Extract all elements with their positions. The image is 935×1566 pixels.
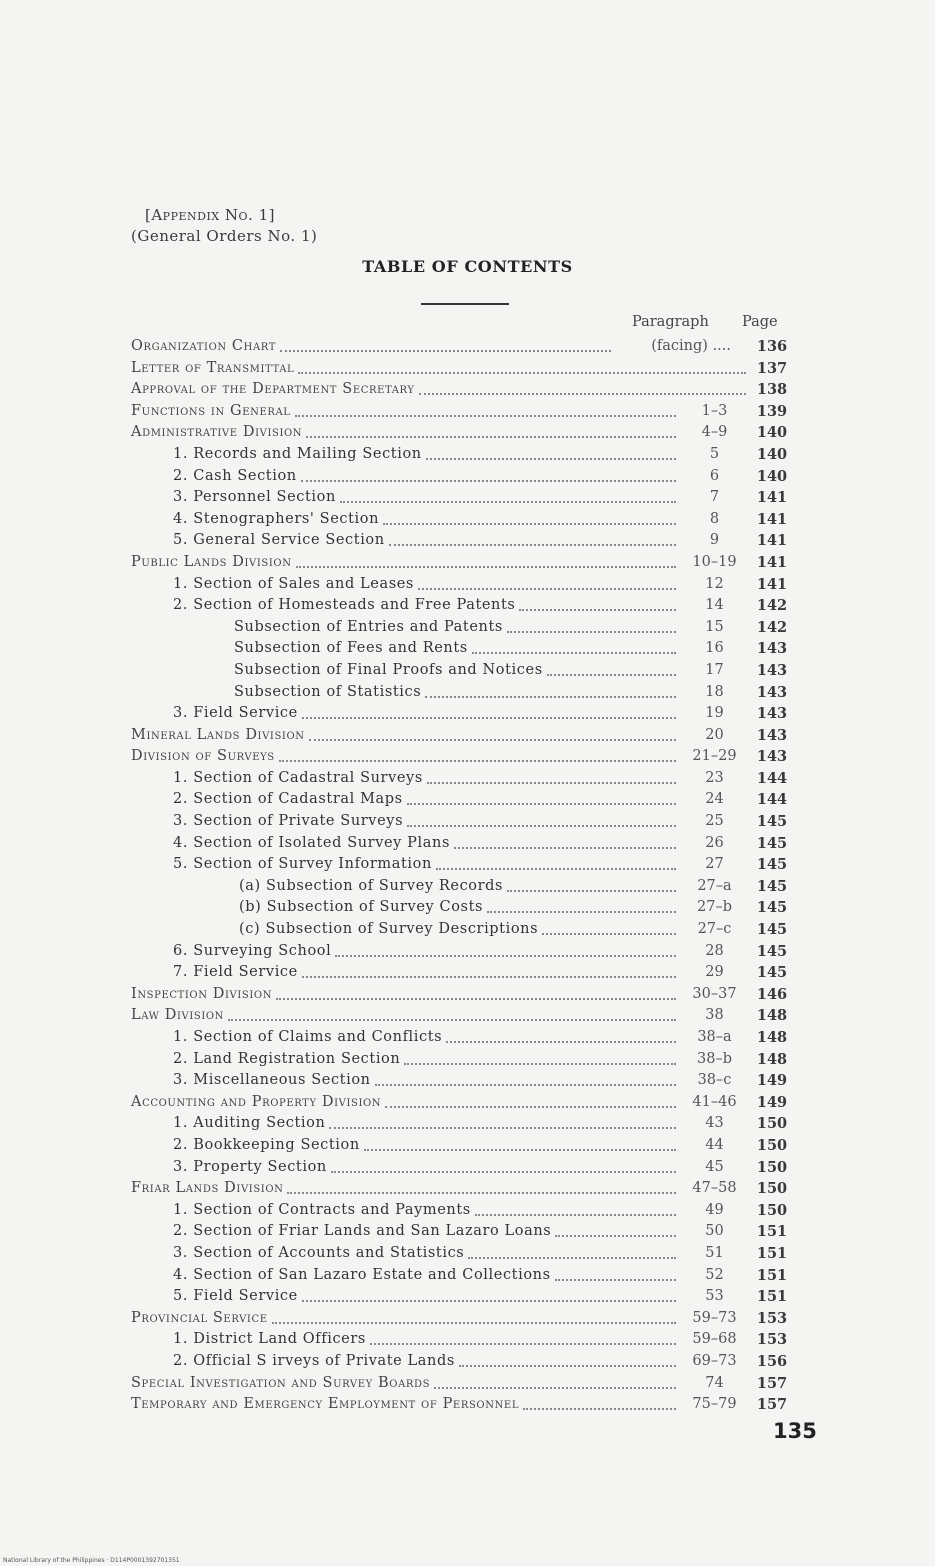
toc-entry-label: (b) Subsection of Survey Costs [239, 897, 485, 919]
toc-entry-paragraph: 49 [705, 1201, 724, 1218]
toc-entry-page: 150 [756, 1180, 788, 1198]
dot-leader [287, 1192, 676, 1194]
toc-entry-label: 4. Section of San Lazaro Estate and Collections [173, 1265, 553, 1287]
toc-entry-label: 5. Field Service [173, 1286, 300, 1308]
toc-entry-paragraph: 44 [705, 1136, 724, 1153]
toc-entry-label: 1. Section of Contracts and Payments [173, 1200, 473, 1222]
toc-entry-paragraph: 6 [709, 467, 720, 484]
toc-entry [131, 682, 791, 704]
dot-leader [454, 847, 676, 849]
toc-entry [131, 1200, 791, 1222]
toc-entry-page: 141 [756, 575, 788, 593]
toc-entry-label: Subsection of Entries and Patents [234, 617, 505, 639]
dot-leader [302, 717, 676, 719]
toc-entry-label: 1. District Land Officers [173, 1329, 368, 1351]
toc-entry [131, 1049, 791, 1071]
toc-entry-paragraph: 51 [705, 1244, 724, 1261]
toc-entry [131, 1265, 791, 1287]
toc-entry-paragraph: 52 [705, 1266, 724, 1283]
toc-entry-label: 4. Stenographers' Section [173, 509, 381, 531]
dot-leader [425, 696, 676, 698]
toc-entry-label: 5. Section of Survey Information [173, 854, 434, 876]
toc-entry-page: 145 [756, 813, 788, 831]
toc-entry-label: 3. Property Section [173, 1157, 329, 1179]
toc-entry-label: 1. Section of Cadastral Surveys [173, 768, 425, 790]
page-title: TABLE OF CONTENTS [362, 257, 573, 276]
toc-entry [131, 811, 791, 833]
toc-entry [131, 487, 791, 509]
toc-entry-page: 138 [756, 381, 788, 399]
toc-entry-label: 2. Cash Section [173, 466, 299, 488]
toc-entry [131, 1221, 791, 1243]
dot-leader [370, 1343, 676, 1345]
toc-entry-paragraph: 4–9 [701, 424, 728, 441]
dot-leader [523, 1408, 676, 1410]
dot-leader [335, 955, 676, 957]
toc-entry-page: 143 [756, 640, 788, 658]
toc-entry-page: 156 [756, 1352, 788, 1370]
toc-entry-label: 5. General Service Section [173, 530, 387, 552]
toc-entry-paragraph: 19 [705, 705, 724, 722]
dot-leader [472, 652, 676, 654]
dot-leader [280, 350, 611, 352]
toc-entry-page: 140 [756, 467, 788, 485]
toc-entry-paragraph: 12 [705, 575, 724, 592]
toc-entry-page: 144 [756, 791, 788, 809]
toc-entry [131, 444, 791, 466]
toc-entry [131, 1373, 791, 1395]
toc-entry-label: 2. Section of Cadastral Maps [173, 789, 405, 811]
toc-entry-label: 3. Personnel Section [173, 487, 338, 509]
toc-entry-label: Mineral Lands Division [131, 725, 307, 747]
toc-entry-paragraph: 59–73 [692, 1309, 737, 1326]
toc-entry-label: 1. Section of Claims and Conflicts [173, 1027, 444, 1049]
toc-entry [131, 422, 791, 444]
toc-entry [131, 617, 791, 639]
toc-entry-paragraph: 43 [705, 1115, 724, 1132]
toc-entry-page: 148 [756, 1007, 788, 1025]
page-column-header: Page [742, 314, 778, 330]
appendix-header [131, 206, 317, 245]
toc-entry [131, 1070, 791, 1092]
toc-entry-page: 140 [756, 445, 788, 463]
toc-entry-paragraph: 69–73 [692, 1352, 737, 1369]
toc-entry [131, 876, 791, 898]
toc-entry-page: 151 [756, 1288, 788, 1306]
dot-leader [418, 588, 676, 590]
toc-entry-paragraph: 21–29 [692, 748, 737, 765]
toc-entry-paragraph: 30–37 [692, 985, 737, 1002]
toc-entry-label: Organization Chart [131, 336, 278, 358]
dot-leader [301, 480, 676, 482]
dot-leader [329, 1127, 676, 1129]
dot-leader [331, 1171, 676, 1173]
toc-entry-page: 143 [756, 748, 788, 766]
general-orders-label: (General Orders No. 1) [131, 227, 318, 245]
dot-leader [302, 1300, 676, 1302]
toc-entry-page: 151 [756, 1244, 788, 1262]
toc-entry [131, 833, 791, 855]
dot-leader [507, 890, 676, 892]
toc-entry-label: 4. Section of Isolated Survey Plans [173, 833, 452, 855]
toc-entry-label: 6. Surveying School [173, 941, 333, 963]
toc-entry-label: Administrative Division [131, 422, 304, 444]
toc-entry [131, 509, 791, 531]
toc-entry-page: 137 [756, 359, 788, 377]
toc-entry-label: 3. Section of Accounts and Statistics [173, 1243, 466, 1265]
dot-leader [364, 1149, 676, 1151]
toc-entry-page: 146 [756, 985, 788, 1003]
toc-entry-label: (c) Subsection of Survey Descriptions [239, 919, 540, 941]
toc-entry [131, 746, 791, 768]
library-footer: National Library of the Philippines · D114P0001392701351 [3, 1557, 180, 1564]
dot-leader [276, 998, 676, 1000]
toc-entry [131, 1243, 791, 1265]
toc-entry-page: 143 [756, 726, 788, 744]
dot-leader [295, 415, 676, 417]
toc-entry-page: 141 [756, 553, 788, 571]
toc-entry-paragraph: 45 [705, 1158, 724, 1175]
toc-entry [131, 897, 791, 919]
dot-leader [298, 372, 746, 374]
dot-leader [419, 393, 746, 395]
toc-entry [131, 574, 791, 596]
toc-entry-paragraph: 47–58 [692, 1180, 737, 1197]
dot-leader [487, 911, 676, 913]
toc-entry [131, 725, 791, 747]
toc-entry-page: 145 [756, 834, 788, 852]
toc-entry-label: 3. Miscellaneous Section [173, 1070, 373, 1092]
toc-entry-paragraph: 38 [705, 1007, 724, 1024]
toc-entry-paragraph: 38–a [697, 1029, 732, 1045]
toc-entry-paragraph: 20 [705, 726, 724, 743]
toc-entry-label: 2. Bookkeeping Section [173, 1135, 362, 1157]
toc-entry-paragraph: 25 [705, 813, 724, 830]
toc-entry-label: 3. Field Service [173, 703, 300, 725]
toc-entry-page: 145 [756, 921, 788, 939]
dot-leader [228, 1019, 676, 1021]
toc-entry-label: Letter of Transmittal [131, 358, 296, 380]
toc-entry-page: 142 [756, 618, 788, 636]
dot-leader [302, 976, 676, 978]
toc-entry-paragraph: 59–68 [692, 1331, 737, 1348]
toc-entry-label: Inspection Division [131, 984, 274, 1006]
toc-entry-paragraph: 24 [705, 791, 724, 808]
toc-entry-label: 1. Records and Mailing Section [173, 444, 424, 466]
toc-entry-paragraph: 18 [705, 683, 724, 700]
dot-leader [542, 933, 676, 935]
toc-entry-label: Division of Surveys [131, 746, 277, 768]
toc-entry [131, 1005, 791, 1027]
toc-entry [131, 1329, 791, 1351]
toc-entry [131, 1308, 791, 1330]
toc-entry-page: 145 [756, 899, 788, 917]
dot-leader [555, 1235, 676, 1237]
toc-entry [131, 1113, 791, 1135]
toc-entry-label: Subsection of Statistics [234, 682, 423, 704]
toc-entry-paragraph: 27 [705, 856, 724, 873]
toc-entry-paragraph: 23 [705, 769, 724, 786]
toc-entry-page: 140 [756, 424, 788, 442]
toc-entry-paragraph: 14 [705, 597, 724, 614]
dot-leader [475, 1214, 676, 1216]
toc-entry-label: 2. Section of Friar Lands and San Lazaro Loans [173, 1221, 553, 1243]
toc-entry-label: Approval of the Department Secretary [131, 379, 417, 401]
dot-leader [309, 739, 676, 741]
toc-entry-page: 150 [756, 1158, 788, 1176]
toc-entry [131, 984, 791, 1006]
toc-entry-paragraph: 7 [709, 489, 720, 506]
toc-entry-page: 145 [756, 942, 788, 960]
dot-leader [279, 760, 676, 762]
toc-entry-page: 143 [756, 683, 788, 701]
toc-entry-label: 1. Auditing Section [173, 1113, 327, 1135]
toc-entry-label: Functions in General [131, 401, 293, 423]
toc-entry-paragraph: 5 [709, 445, 720, 462]
toc-entry-paragraph: 28 [705, 942, 724, 959]
toc-entry [131, 1157, 791, 1179]
toc-entry-paragraph: 1–3 [701, 402, 728, 419]
toc-entry-label: Temporary and Emergency Employment of Personnel [131, 1394, 521, 1416]
dot-leader [340, 501, 676, 503]
toc-entry-page: 151 [756, 1266, 788, 1284]
toc-entry-page: 141 [756, 532, 788, 550]
toc-entry-page: 150 [756, 1201, 788, 1219]
toc-entry-label: Law Division [131, 1005, 226, 1027]
dot-leader [407, 803, 676, 805]
toc-entry-page: 139 [756, 402, 788, 420]
toc-entry-page: 141 [756, 510, 788, 528]
toc-entry-label: 1. Section of Sales and Leases [173, 574, 416, 596]
toc-entry-paragraph: 15 [705, 618, 724, 635]
toc-entry [131, 379, 791, 401]
page-number: 135 [773, 1419, 817, 1443]
toc-entry [131, 1351, 791, 1373]
toc-entry-page: 136 [756, 338, 788, 355]
toc-entry-page: 157 [756, 1396, 788, 1414]
toc-entry [131, 466, 791, 488]
toc-entry-paragraph: (facing) .... [651, 338, 731, 354]
toc-entry-page: 145 [756, 964, 788, 982]
toc-entry-paragraph: 38–c [697, 1072, 732, 1089]
dot-leader [407, 825, 676, 827]
paragraph-column-header: Paragraph [632, 314, 709, 330]
toc-entry [131, 1394, 791, 1416]
toc-entry-page: 145 [756, 856, 788, 874]
toc-entry [131, 789, 791, 811]
dot-leader [507, 631, 676, 633]
toc-entry [131, 1178, 791, 1200]
toc-entry [131, 854, 791, 876]
dot-leader [519, 609, 676, 611]
toc-entry-paragraph: 53 [705, 1288, 724, 1305]
toc-entry [131, 768, 791, 790]
toc-entry-label: 7. Field Service [173, 962, 300, 984]
toc-entry-label: Public Lands Division [131, 552, 294, 574]
toc-entry-paragraph: 27–c [697, 921, 732, 938]
toc-entry-page: 143 [756, 661, 788, 679]
dot-leader [468, 1257, 676, 1259]
dot-leader [404, 1063, 676, 1065]
dot-leader [375, 1084, 676, 1086]
toc-entry-page: 148 [756, 1029, 788, 1046]
toc-entry-page: 142 [756, 597, 788, 615]
toc-entry-paragraph: 29 [705, 964, 724, 981]
toc-entry-label: 2. Land Registration Section [173, 1049, 402, 1071]
toc-entry [131, 530, 791, 552]
dot-leader [383, 523, 676, 525]
dot-leader [555, 1279, 676, 1281]
table-of-contents [131, 336, 791, 1416]
dot-leader [296, 566, 676, 568]
dot-leader [436, 868, 676, 870]
toc-entry-paragraph: 9 [709, 532, 720, 549]
toc-entry-page: 153 [756, 1331, 788, 1349]
toc-entry-paragraph: 38–b [697, 1050, 732, 1067]
toc-entry [131, 1027, 791, 1049]
toc-entry-label: Subsection of Final Proofs and Notices [234, 660, 545, 682]
dot-leader [385, 1106, 676, 1108]
toc-entry [131, 552, 791, 574]
toc-entry [131, 358, 791, 380]
toc-entry [131, 638, 791, 660]
dot-leader [547, 674, 676, 676]
dot-leader [426, 458, 676, 460]
toc-entry-paragraph: 17 [705, 661, 724, 678]
toc-entry-paragraph: 75–79 [692, 1396, 737, 1413]
toc-entry-label: Accounting and Property Division [131, 1092, 383, 1114]
toc-entry-page: 150 [756, 1115, 788, 1133]
toc-entry [131, 660, 791, 682]
toc-entry [131, 941, 791, 963]
toc-entry-page: 157 [756, 1374, 788, 1392]
toc-entry-paragraph: 16 [705, 640, 724, 657]
toc-entry-page: 150 [756, 1136, 788, 1154]
toc-entry-paragraph: 74 [705, 1374, 724, 1391]
toc-entry-label: 2. Section of Homesteads and Free Patents [173, 595, 517, 617]
toc-entry-page: 151 [756, 1223, 788, 1241]
dot-leader [446, 1041, 676, 1043]
title-rule [421, 303, 509, 305]
toc-entry-label: Subsection of Fees and Rents [234, 638, 470, 660]
toc-entry [131, 919, 791, 941]
toc-entry [131, 1092, 791, 1114]
toc-entry-page: 148 [756, 1050, 788, 1068]
toc-entry-paragraph: 50 [705, 1223, 724, 1240]
toc-entry-label: Friar Lands Division [131, 1178, 285, 1200]
toc-entry-paragraph: 10–19 [692, 553, 737, 570]
dot-leader [434, 1387, 676, 1389]
dot-leader [272, 1322, 676, 1324]
toc-entry-paragraph: 27–a [697, 877, 732, 894]
toc-entry-label: (a) Subsection of Survey Records [239, 876, 505, 898]
toc-entry-paragraph: 41–46 [692, 1093, 737, 1110]
toc-entry-paragraph: 26 [705, 834, 724, 851]
dot-leader [306, 436, 676, 438]
dot-leader [459, 1365, 676, 1367]
toc-entry-paragraph: 8 [709, 510, 720, 527]
toc-entry-label: 3. Section of Private Surveys [173, 811, 405, 833]
toc-entry-page: 149 [756, 1072, 788, 1090]
appendix-label: [Appendix No. 1] [145, 206, 275, 224]
toc-entry [131, 595, 791, 617]
toc-entry-page: 141 [756, 489, 788, 507]
toc-entry [131, 703, 791, 725]
toc-entry-label: Provincial Service [131, 1308, 270, 1330]
toc-entry-page: 145 [756, 877, 788, 895]
toc-entry-page: 143 [756, 705, 788, 723]
toc-entry-label: 2. Official S irveys of Private Lands [173, 1351, 457, 1373]
toc-entry-paragraph: 27–b [697, 899, 732, 916]
toc-entry [131, 1286, 791, 1308]
toc-entry-page: 153 [756, 1309, 788, 1327]
toc-entry [131, 336, 791, 358]
toc-entry [131, 1135, 791, 1157]
toc-entry-page: 144 [756, 769, 788, 787]
dot-leader [427, 782, 676, 784]
toc-entry [131, 962, 791, 984]
toc-entry [131, 401, 791, 423]
dot-leader [389, 544, 676, 546]
toc-entry-label: Special Investigation and Survey Boards [131, 1373, 432, 1395]
toc-entry-page: 149 [756, 1093, 788, 1111]
